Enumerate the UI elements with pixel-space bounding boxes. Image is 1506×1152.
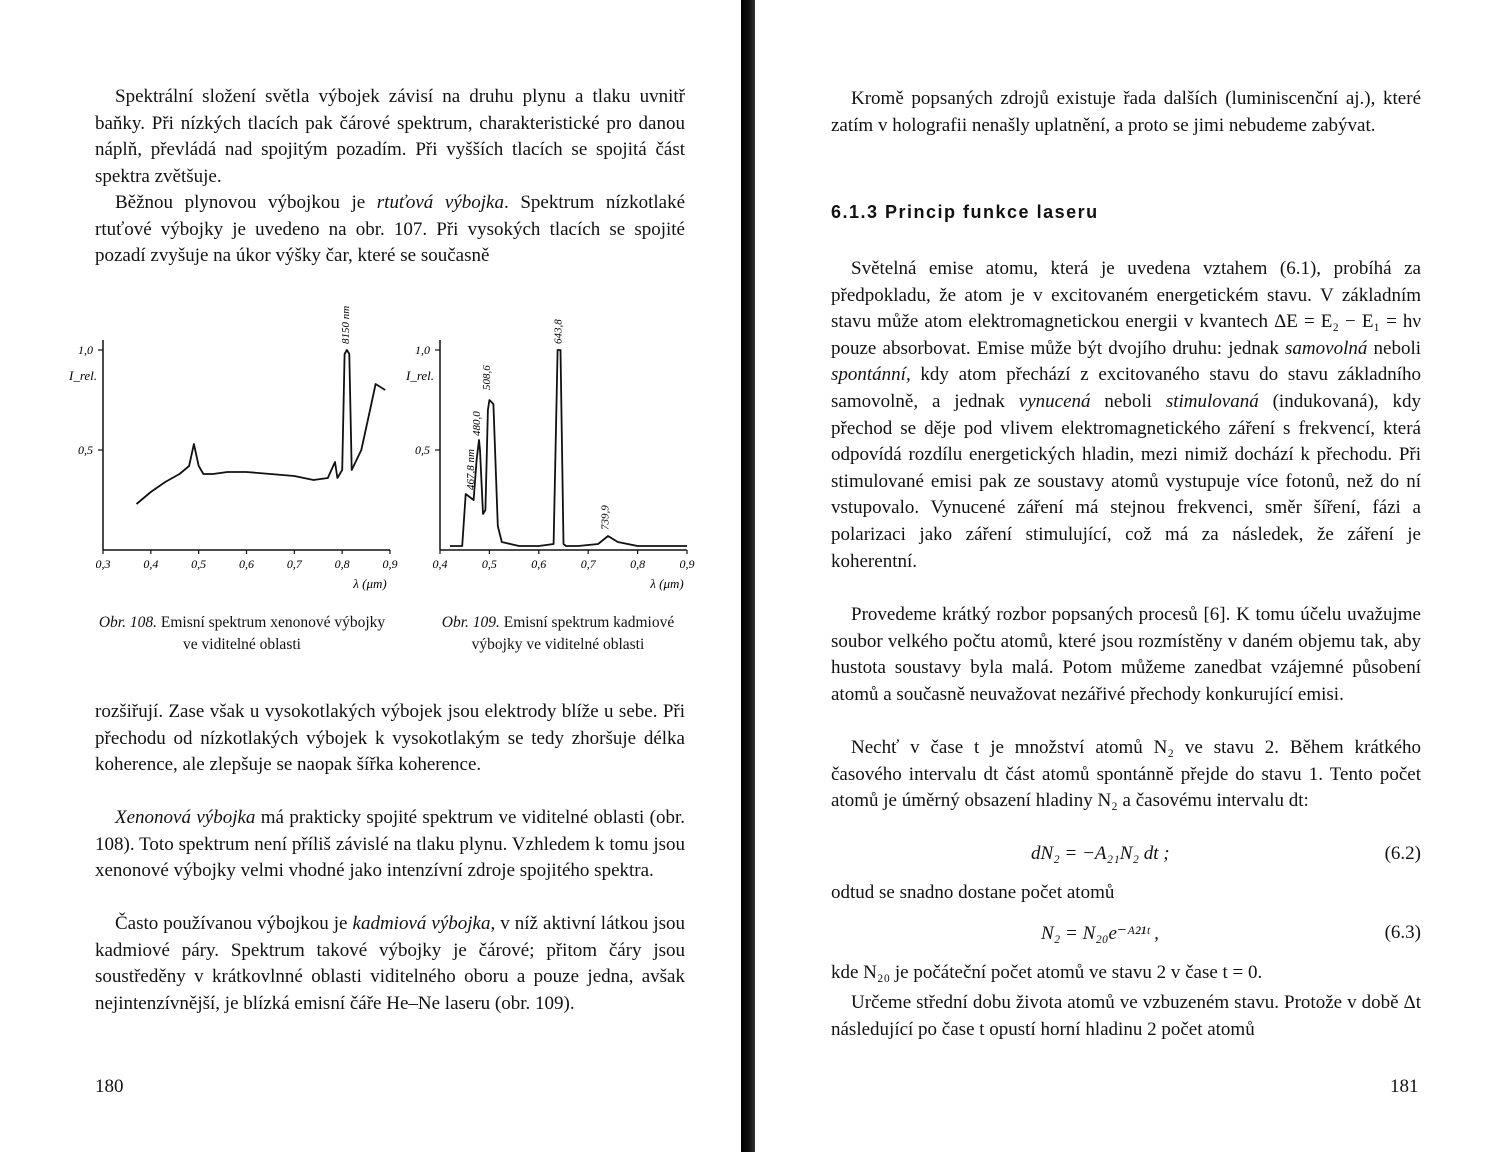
text-span: (indukovaná), kdy přechod se děje pod vlivem elektromagnetického záření s frekvencí, která odpovídá rozdílu energetických hladin, mezi nimiž dochází k přechodu. Při stimulované emisi pak ze soustavy atomů vystupuje více fotonů, než do ní vstupovalo. Vynucené záření má stejnou frekvenci, směr šíření, fázi a polarizaci jako záření stimulující, což má za následek, že záření je koherentní. xyxy=(831,390,1422,572)
peak-annotation: 739,9 xyxy=(599,505,612,530)
y-axis-label: I_rel. xyxy=(69,368,98,383)
x-axis-label: λ (μm) xyxy=(650,576,684,591)
page-number: 181 xyxy=(1390,1076,1419,1097)
paragraph xyxy=(95,805,685,885)
text-span: neboli xyxy=(1373,337,1422,359)
equation-body: dN₂ = −A₂₁N₂ dt ; xyxy=(1031,843,1170,864)
italic-term: stimulovaná xyxy=(1165,390,1259,412)
book-gutter xyxy=(741,0,755,1152)
text-span: , v níž aktivní látkou jsou kadmiové páry. Spektrum takové výbojky je čárové; přitom čáry jsou soustředěny v krátkovlnné oblasti viditelného oboru a pouze jedna, avšak nejintenzívnější, je blízká emisní čáře He–Ne laseru (obr. 109). xyxy=(95,913,685,1014)
caption-text: Emisní spektrum xenonové výbojky ve viditelné oblasti xyxy=(160,614,386,653)
x-tick-label: 0,3 xyxy=(95,557,111,571)
y-tick-label: 0,5 xyxy=(415,443,430,457)
x-tick-label: 0,6 xyxy=(531,557,547,571)
page-number: 180 xyxy=(95,1076,124,1097)
paragraph: kde N₂₀ je počáteční počet atomů ve stavu 2 v čase t = 0. xyxy=(831,962,1263,983)
paragraph: Nechť v čase t je množství atomů N₂ ve stavu 2. Během krátkého časového intervalu dt část atomů spontánně přejde do stavu 1. Tento počet atomů je úměrný obsazení hladiny N₂ a časovému intervalu dt: xyxy=(831,737,1421,812)
paragraph: rozšiřují. Zase však u vysokotlakých výbojek jsou elektrody blíže u sebe. Při přechodu od nízkotlakých výbojek k vysokotlakým se tedy zhoršuje délka koherence, ale zlepšuje se naopak šířka koherence. xyxy=(95,701,685,776)
left-page xyxy=(0,0,741,1152)
x-tick-label: 0,4 xyxy=(432,557,448,571)
peak-annotation: 480,0 xyxy=(471,411,484,436)
equation-number: (6.2) xyxy=(1384,843,1421,864)
equation-6-2 xyxy=(831,843,1421,873)
paragraph: Určeme střední dobu života atomů ve vzbuzeném stavu. Protože v době Δt následující po čase t opustí horní hladinu 2 počet atomů xyxy=(831,992,1421,1040)
caption-lead: Obr. 109. xyxy=(441,614,500,631)
y-tick-label: 1,0 xyxy=(415,343,430,357)
paragraph xyxy=(95,190,685,270)
x-tick-label: 0,9 xyxy=(382,557,398,571)
x-tick-label: 0,5 xyxy=(481,557,497,571)
peak-annotation: 508,6 xyxy=(480,365,493,390)
x-tick-label: 0,6 xyxy=(239,557,254,571)
peak-annotation: 643,8 xyxy=(552,319,565,344)
text-span: Často používanou výbojkou je xyxy=(115,913,348,934)
y-tick-label: 0,5 xyxy=(78,443,93,457)
paragraph: Spektrální složení světla výbojek závisí na druhu plynu a tlaku uvnitř baňky. Při nízkých tlacích pak čárové spektrum, charakteristické pro danou náplň, převládá nad spojitým pozadím. Při vyšších tlacích se spojitá část spektra zvětšuje. xyxy=(95,86,685,187)
text-span: . Spektrum nízkotlaké rtuťové výbojky je uvedeno na obr. 107. Při vysokých tlacích se spojité pozadí zvyšuje na úkor výšky čar, které se současně xyxy=(95,192,685,267)
equation-number: (6.3) xyxy=(1384,922,1421,943)
italic-term: samovolná xyxy=(1285,337,1368,359)
italic-term: rtuťová výbojka xyxy=(376,192,504,213)
italic-term: Xenonová výbojka xyxy=(115,807,256,828)
paragraph: Provedeme krátký rozbor popsaných procesů [6]. K tomu účelu uvažujme soubor velkého počtu atomů, které jsou rozmístěny v daném objemu tak, aby hustota soustavy byla malá. Potom můžeme zanedbat vzájemné působení atomů a současně neuvažovat nezářivé přechody konkurující emisi. xyxy=(831,604,1421,705)
figure-108-caption xyxy=(92,612,392,656)
figure-109-chart xyxy=(405,300,715,600)
text-span: Světelná emise atomu, která je uvedena vztahem (6.1), probíhá za předpokladu, že atom je v excitovaném energetickém stavu. V základním stavu může atom elektromagnetickou energii v kvantech ΔE = E₂ − E₁ = hν pouze absorbovat. Emise může být dvojího druhu: jednak xyxy=(831,258,1421,359)
paragraph xyxy=(831,256,1421,575)
x-tick-label: 0,4 xyxy=(143,557,159,571)
figure-109-caption xyxy=(428,612,688,656)
peak-annotation: 8150 nm xyxy=(339,305,352,344)
caption-lead: Obr. 108. xyxy=(98,614,157,631)
equation-body: N₂ = N₂₀e⁻ᴬ²¹ᵗ , xyxy=(1041,923,1159,944)
section-heading: 6.1.3 Princip funkce laseru xyxy=(831,202,1099,222)
x-tick-label: 0,9 xyxy=(679,557,695,571)
equation-6-3 xyxy=(831,922,1421,952)
caption-text: Emisní spektrum kadmiové výbojky ve viditelné oblasti xyxy=(471,614,675,653)
italic-term: spontánní xyxy=(831,364,906,386)
x-tick-label: 0,7 xyxy=(580,557,596,571)
italic-term: kadmiová výbojka xyxy=(352,913,491,934)
x-tick-label: 0,8 xyxy=(334,557,350,571)
text-span: má prakticky spojité spektrum ve viditelné oblasti (obr. 108). Toto spektrum není příliš závislé na tlaku plynu. Vzhledem k tomu jsou xenonové výbojky velmi vhodné jako intenzívní zdroje spojitého spektra. xyxy=(95,807,685,882)
x-axis-label: λ (μm) xyxy=(353,576,387,591)
paragraph: odtud se snadno dostane počet atomů xyxy=(831,882,1115,903)
right-page xyxy=(755,0,1506,1152)
paragraph xyxy=(95,911,685,1017)
paragraph: Kromě popsaných zdrojů existuje řada dalších (luminiscenční aj.), které zatím v holografii nenašly uplatnění, a proto se jimi nebudeme zabývat. xyxy=(831,88,1421,136)
x-tick-label: 0,5 xyxy=(191,557,207,571)
text-span: Běžnou plynovou výbojkou je xyxy=(115,192,366,213)
x-tick-label: 0,8 xyxy=(630,557,646,571)
italic-term: vynucená xyxy=(1018,390,1091,412)
peak-annotation: 467,8 nm xyxy=(465,449,478,490)
x-tick-label: 0,7 xyxy=(286,557,302,571)
spectrum-line xyxy=(137,350,386,504)
figure-108-chart xyxy=(55,300,415,600)
y-tick-label: 1,0 xyxy=(78,343,93,357)
text-span: , kdy atom přechází z excitovaného stavu do stavu základního samovolně, a jednak xyxy=(831,364,1421,412)
text-span: neboli xyxy=(1104,390,1152,412)
y-axis-label: I_rel. xyxy=(406,368,435,383)
